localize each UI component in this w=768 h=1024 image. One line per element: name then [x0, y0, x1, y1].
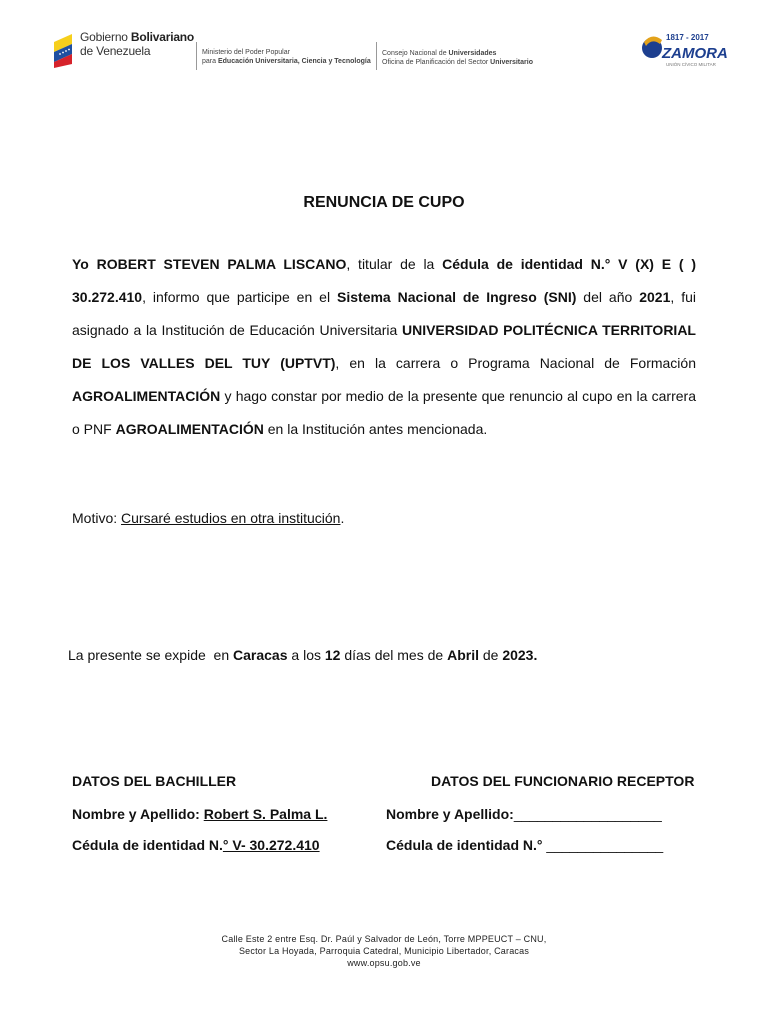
consejo-label: [382, 49, 533, 67]
paragraph-text: del año: [576, 289, 640, 305]
motivo-end: .: [340, 510, 345, 526]
bachiller-cedula-value: ° V- 30.272.410: [222, 837, 320, 853]
paragraph-text: y hago constar por medio de la presente que renuncio al cupo en la carrera o PNF: [72, 388, 696, 437]
bachiller-cedula-label: Cédula de identidad N.: [72, 837, 223, 853]
bachiller-cedula: [72, 837, 320, 853]
zamora-tagline: UNIÓN CÍVICO MILITAR: [666, 62, 716, 67]
paragraph-yo: Yo: [72, 256, 97, 272]
ministerio-line2-a: para: [202, 58, 218, 65]
venezuela-flag-icon: [52, 32, 76, 68]
funcionario-cedula-label: Cédula de identidad N.°: [386, 837, 547, 853]
ministerio-label: [202, 48, 371, 66]
zamora-name: ZAMORA: [662, 45, 728, 62]
zamora-years: 1817 - 2017: [666, 33, 709, 42]
funcionario-nombre: [386, 806, 662, 822]
gobierno-bolivariano-logo: [48, 28, 200, 74]
cedula-statement: Cédula de identidad N.° V (X) E ( ) 30.272.410: [72, 256, 696, 305]
expide-text: de: [478, 647, 503, 663]
document-title: RENUNCIA DE CUPO: [303, 194, 465, 211]
institution-name: UNIVERSIDAD POLITÉCNICA TERRITORIAL DE LOS VALLES DEL TUY (UPTVT): [72, 322, 696, 371]
bachiller-nombre: [72, 806, 327, 822]
student-name: ROBERT STEVEN PALMA LISCANO: [96, 256, 347, 272]
ministerio-line1: Ministerio del Poder Popular: [202, 49, 290, 56]
paragraph-text: en la Institución antes mencionada.: [263, 421, 488, 437]
document-header: [48, 28, 728, 78]
paragraph-text: , titular de la: [346, 256, 443, 272]
gob-line1-a: Gobierno: [80, 30, 131, 44]
expide-text: a los: [287, 647, 325, 663]
expide-year: 2023.: [502, 647, 538, 663]
carrera-name: AGROALIMENTACIÓN: [115, 421, 264, 437]
carrera-name: AGROALIMENTACIÓN: [72, 388, 221, 404]
header-divider: [376, 42, 377, 70]
expide-line: [68, 647, 537, 663]
footer-line1: Calle Este 2 entre Esq. Dr. Paúl y Salvador de León, Torre MPPEUCT – CNU,: [221, 934, 547, 944]
gob-line2: de Venezuela: [80, 44, 151, 58]
expide-month: Abril: [447, 647, 479, 663]
paragraph-text: , fui asignado a la Institución de Educación Universitaria: [72, 289, 697, 338]
paragraph-text: , en la carrera o Programa Nacional de Formación: [335, 355, 696, 371]
gobierno-wordmark: [80, 30, 194, 58]
header-divider: [196, 42, 197, 70]
footer-website: www.opsu.gob.ve: [347, 958, 421, 968]
bachiller-nombre-value: Robert S. Palma L.: [203, 806, 328, 822]
expide-city: Caracas: [233, 647, 288, 663]
footer-line2: Sector La Hoyada, Parroquia Catedral, Municipio Libertador, Caracas: [238, 946, 530, 956]
motivo-line: [72, 510, 344, 526]
funcionario-nombre-blank: ___________________: [513, 806, 662, 822]
expide-day: 12: [324, 647, 341, 663]
bachiller-heading: DATOS DEL BACHILLER: [72, 773, 237, 789]
consejo-line1-b: Universidades: [448, 50, 497, 57]
expide-text: días del mes de: [340, 647, 448, 663]
expide-text: La presente se expide en: [68, 647, 234, 663]
funcionario-cedula-blank: _______________: [546, 837, 664, 853]
paragraph-text: , informo que participe en el: [142, 289, 338, 305]
consejo-line2-a: Oficina de Planificación del Sector: [382, 59, 491, 66]
consejo-line2-b: Universitario: [490, 59, 533, 66]
gob-line1-b: Bolivariano: [130, 30, 195, 44]
funcionario-heading: DATOS DEL FUNCIONARIO RECEPTOR: [431, 773, 695, 789]
funcionario-nombre-label: Nombre y Apellido:: [386, 806, 514, 822]
ministerio-line2-b: Educación Universitaria, Ciencia y Tecnología: [217, 58, 371, 65]
sistema-nacional: Sistema Nacional de Ingreso (SNI): [337, 289, 577, 305]
renuncia-paragraph: [72, 248, 696, 446]
address-footer: [0, 933, 768, 969]
motivo-value: Cursaré estudios en otra institución: [121, 510, 341, 526]
zamora-logo: [640, 28, 728, 74]
sni-year: 2021: [639, 289, 671, 305]
motivo-label: Motivo:: [72, 510, 122, 526]
consejo-line1-a: Consejo Nacional de: [382, 50, 449, 57]
bachiller-nombre-label: Nombre y Apellido:: [72, 806, 204, 822]
funcionario-cedula: [386, 837, 663, 853]
